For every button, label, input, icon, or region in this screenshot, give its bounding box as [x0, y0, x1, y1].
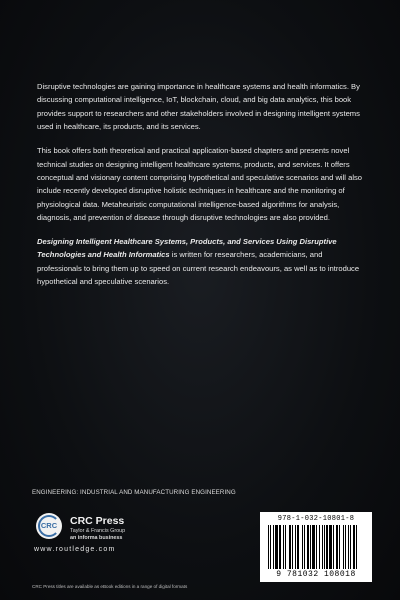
barcode-bar: [343, 525, 344, 569]
barcode-bar: [329, 525, 332, 569]
blurb: [37, 80, 367, 299]
barcode-bar: [295, 525, 296, 569]
barcode-bar: [289, 525, 291, 569]
barcode-bar: [345, 525, 346, 569]
barcode-bar: [324, 525, 325, 569]
barcode-bar: [322, 525, 323, 569]
barcode-bar: [339, 525, 340, 569]
barcode-bar: [292, 525, 293, 569]
barcode-digits: 9 781032 108018: [276, 570, 356, 579]
barcode-bar: [316, 525, 317, 569]
barcode-bar: [283, 525, 284, 569]
isbn-barcode: [260, 512, 372, 582]
barcode-bar: [353, 525, 355, 569]
publisher-group: Taylor & Francis Group: [70, 528, 126, 534]
barcode-bar: [307, 525, 309, 569]
barcode-bar: [319, 525, 320, 569]
publisher-business: an informa business: [70, 535, 123, 541]
barcode-bar: [302, 525, 303, 569]
crc-logo-icon: [36, 513, 62, 539]
blurb-paragraph-2: This book offers both theoretical and practical application-based chapters and presents novel technical studies on designing intelligent healthcare systems, products, and services. It offers conceptual and visionary content comprising hypothetical and speculative scenarios and will also include recently developed disruptive holistic techniques in healthcare and the monitoring of physiological data. Metaheuristic computational intelligence-based algorithms for analysis, diagnosis, and prevention of disease through disruptive technologies are also provided.: [37, 146, 363, 223]
barcode-bar: [356, 525, 357, 569]
barcode-bar: [336, 525, 338, 569]
barcode-bar: [285, 525, 286, 569]
barcode-bar: [312, 525, 315, 569]
barcode-bar: [326, 525, 328, 569]
isbn-label: 978-1-032-10801-8: [277, 515, 355, 523]
publisher-url: www.routledge.com: [34, 546, 116, 553]
book-title-emphasis: Designing Intelligent Healthcare Systems, Products, and Services Using Disruptive Technologies and Health Informatics: [37, 237, 337, 260]
barcode-bar: [279, 525, 281, 569]
blurb-paragraph-1: Disruptive technologies are gaining importance in healthcare systems and health informatics. By discussing computational intelligence, IoT, blockchain, cloud, and big data analytics, this book provides support to researchers and other stakeholders involved in designing intelligent systems used in healthcare, its products, and its services.: [37, 82, 360, 132]
barcode-bar: [273, 525, 274, 569]
barcode-bar: [310, 525, 311, 569]
blurb-paragraph-3-text: is written for researchers, academicians, and professionals to bring them up to speed on current research endeavours, as well as to introduce hypothetical and speculative scenarios.: [37, 250, 360, 287]
barcode-bar: [333, 525, 334, 569]
ebook-note: CRC Press titles are available as eBook editions in a range of digital formats: [32, 584, 188, 589]
barcode-bar: [350, 525, 351, 569]
barcode-bar: [297, 525, 299, 569]
series-label: ENGINEERING: INDUSTRIAL AND MANUFACTURING ENGINEERING: [32, 489, 236, 496]
barcode-bar: [275, 525, 278, 569]
publisher-name: CRC Press: [70, 515, 125, 527]
barcode-bar: [270, 525, 271, 569]
barcode-bar: [268, 525, 269, 569]
blurb-paragraph-3: [37, 235, 367, 289]
barcode-bar: [304, 525, 305, 569]
barcode-bars-icon: [268, 525, 364, 569]
logo-text: CRC: [40, 521, 58, 530]
barcode-bar: [348, 525, 349, 569]
publisher-block: [32, 510, 232, 580]
